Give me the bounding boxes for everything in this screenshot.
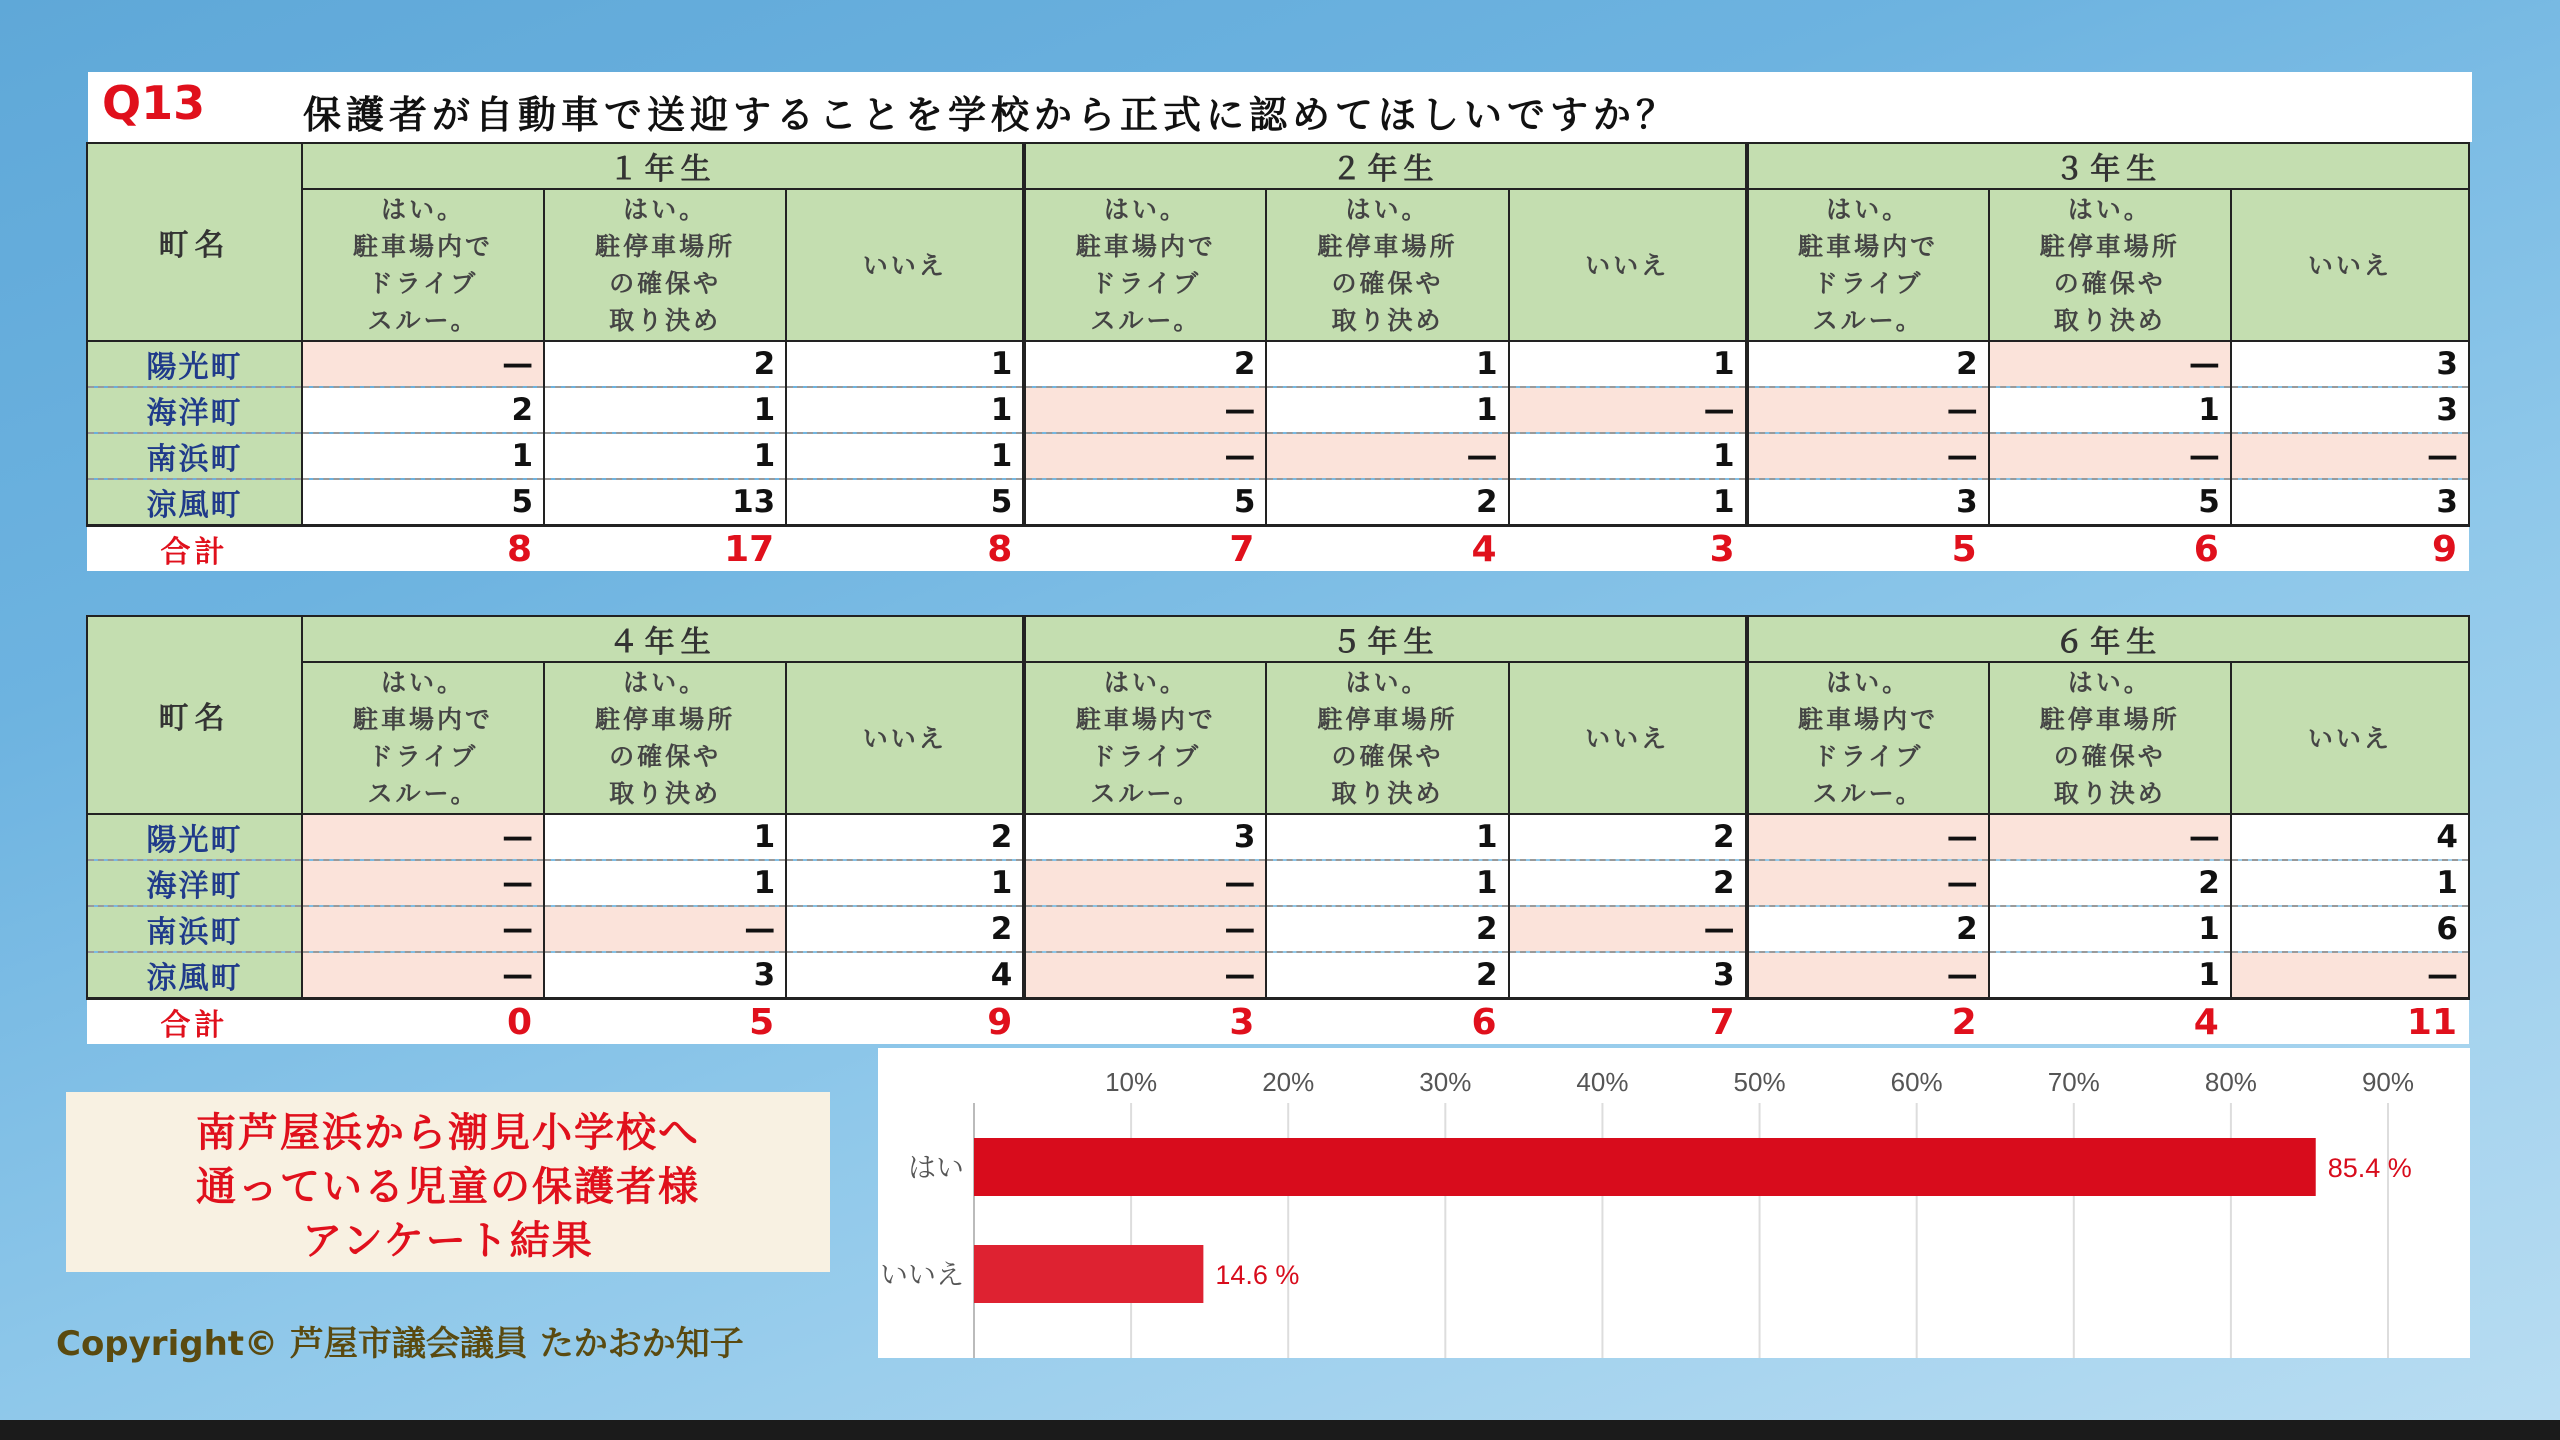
town-column-header: 町名: [87, 143, 302, 341]
answer-option-header: [1989, 662, 2231, 814]
answer-option-line: 取り決め: [2053, 779, 2166, 808]
survey-table: [86, 142, 2470, 571]
town-name: 南浜町: [87, 433, 302, 479]
totals-label: 合計: [87, 526, 302, 572]
count-cell: —: [1024, 387, 1266, 433]
count-cell: 2: [1266, 479, 1508, 526]
answer-option-line: 駐停車場所: [2039, 705, 2180, 734]
total-cell: 5: [544, 999, 786, 1045]
total-cell: 11: [2231, 999, 2469, 1045]
count-cell: 2: [786, 814, 1024, 860]
answer-option-line: ドライブ: [1812, 269, 1924, 298]
answer-option-line: ドライブ: [367, 269, 479, 298]
count-cell: 1: [1989, 387, 2231, 433]
count-cell: 1: [1989, 952, 2231, 999]
total-cell: 9: [786, 999, 1024, 1045]
total-cell: 6: [1266, 999, 1508, 1045]
count-cell: 2: [1747, 341, 1989, 387]
count-cell: 3: [2231, 387, 2469, 433]
answer-option-header: [786, 189, 1024, 341]
total-cell: 8: [302, 526, 544, 572]
table-row: [87, 387, 2469, 433]
answer-option-line: はい。: [623, 668, 708, 697]
answer-option-line: の確保や: [609, 269, 722, 298]
count-cell: 1: [786, 433, 1024, 479]
answer-option-line: 駐停車場所: [2039, 232, 2180, 261]
count-cell: 4: [786, 952, 1024, 999]
count-cell: —: [1747, 433, 1989, 479]
answer-option-line: いいえ: [1585, 250, 1670, 280]
count-cell: —: [302, 906, 544, 952]
survey-table: [86, 615, 2470, 1044]
table-row: [87, 906, 2469, 952]
answer-option-header: [786, 662, 1024, 814]
count-cell: —: [1266, 433, 1508, 479]
total-cell: 3: [1024, 999, 1266, 1045]
note-line: 南芦屋浜から潮見小学校へ: [196, 1110, 700, 1156]
total-cell: 6: [1989, 526, 2231, 572]
totals-row: [87, 526, 2469, 572]
question-text: 保護者が自動車で送迎することを学校から正式に認めてほしいですか？: [303, 93, 1680, 137]
total-cell: 9: [2231, 526, 2469, 572]
count-cell: 1: [1509, 433, 1747, 479]
grade-header: ２年生: [1024, 143, 1746, 189]
count-cell: —: [1509, 906, 1747, 952]
count-cell: —: [1989, 433, 2231, 479]
count-cell: 13: [544, 479, 786, 526]
answer-option-line: ドライブ: [367, 742, 479, 771]
x-tick-label: 90%: [2361, 1067, 2415, 1097]
x-tick-label: 70%: [2047, 1067, 2100, 1097]
count-cell: 3: [1509, 952, 1747, 999]
answer-option-line: の確保や: [2053, 742, 2166, 771]
town-name: 海洋町: [87, 387, 302, 433]
x-tick-label: 40%: [1576, 1067, 1629, 1097]
answer-option-line: 取り決め: [1331, 779, 1444, 808]
answer-option-header: [1989, 189, 2231, 341]
total-cell: 7: [1024, 526, 1266, 572]
answer-option-line: の確保や: [2053, 269, 2166, 298]
town-name: 南浜町: [87, 906, 302, 952]
answer-option-line: ドライブ: [1812, 742, 1924, 771]
count-cell: 1: [544, 814, 786, 860]
count-cell: 2: [302, 387, 544, 433]
answer-option-line: いいえ: [2307, 723, 2392, 753]
town-name: 海洋町: [87, 860, 302, 906]
x-tick-label: 50%: [1733, 1067, 1786, 1097]
x-tick-label: 80%: [2204, 1067, 2257, 1097]
town-name: 陽光町: [87, 341, 302, 387]
answer-option-header: [302, 662, 544, 814]
grade-header: ５年生: [1024, 616, 1746, 662]
count-cell: —: [544, 906, 786, 952]
answer-option-line: スルー。: [1090, 306, 1202, 335]
totals-row: [87, 999, 2469, 1045]
bottom-band: [0, 1420, 2560, 1440]
answer-option-line: 駐車場内で: [1798, 232, 1939, 261]
bar: [974, 1245, 1203, 1303]
count-cell: 1: [544, 433, 786, 479]
answer-option-line: 取り決め: [609, 306, 722, 335]
count-cell: 3: [2231, 479, 2469, 526]
answer-option-line: 取り決め: [2053, 306, 2166, 335]
count-cell: 2: [544, 341, 786, 387]
answer-option-line: 駐車場内で: [1075, 705, 1216, 734]
count-cell: —: [1509, 387, 1747, 433]
answer-option-line: いいえ: [862, 723, 947, 753]
results-table-grades-4-6: [86, 615, 2470, 1044]
total-cell: 7: [1509, 999, 1747, 1045]
count-cell: 1: [2231, 860, 2469, 906]
count-cell: 5: [786, 479, 1024, 526]
town-name: 陽光町: [87, 814, 302, 860]
count-cell: —: [1989, 341, 2231, 387]
data-label: 85.4 %: [2327, 1153, 2412, 1183]
count-cell: 1: [1266, 341, 1508, 387]
answer-option-line: 駐停車場所: [1317, 232, 1458, 261]
count-cell: 1: [302, 433, 544, 479]
answer-option-line: いいえ: [2307, 250, 2392, 280]
answer-option-line: ドライブ: [1090, 269, 1202, 298]
answer-option-header: [302, 189, 544, 341]
town-name: 涼風町: [87, 952, 302, 999]
note-line: 通っている児童の保護者様: [196, 1164, 700, 1210]
count-cell: —: [1024, 906, 1266, 952]
count-cell: 5: [1989, 479, 2231, 526]
result-bar-chart: [878, 1048, 2470, 1358]
answer-option-line: スルー。: [1090, 779, 1202, 808]
category-label: いいえ: [879, 1258, 964, 1291]
answer-option-line: はい。: [381, 195, 466, 224]
count-cell: —: [1989, 814, 2231, 860]
question-title-bar: [88, 72, 2472, 142]
survey-note-box: [66, 1092, 830, 1272]
answer-option-line: スルー。: [1812, 779, 1924, 808]
table-row: [87, 860, 2469, 906]
results-table-grades-1-3: [86, 142, 2470, 571]
count-cell: —: [1747, 814, 1989, 860]
total-cell: 3: [1509, 526, 1747, 572]
answer-option-header: [1266, 189, 1508, 341]
count-cell: 1: [1509, 341, 1747, 387]
copyright-text: Copyright© 芦屋市議会議員 たかおか知子: [56, 1324, 744, 1364]
total-cell: 8: [786, 526, 1024, 572]
count-cell: 1: [1266, 814, 1508, 860]
count-cell: 1: [1266, 860, 1508, 906]
count-cell: 2: [1266, 906, 1508, 952]
answer-option-line: はい。: [1826, 668, 1911, 697]
count-cell: —: [1024, 952, 1266, 999]
count-cell: 2: [1747, 906, 1989, 952]
total-cell: 4: [1989, 999, 2231, 1045]
answer-option-line: スルー。: [367, 306, 479, 335]
answer-option-header: [2231, 189, 2469, 341]
total-cell: 2: [1747, 999, 1989, 1045]
count-cell: —: [1747, 387, 1989, 433]
answer-option-header: [1509, 189, 1747, 341]
answer-option-line: はい。: [1103, 195, 1188, 224]
grade-header: ６年生: [1747, 616, 2469, 662]
count-cell: 2: [1509, 814, 1747, 860]
answer-option-header: [2231, 662, 2469, 814]
count-cell: —: [302, 860, 544, 906]
count-cell: 1: [544, 387, 786, 433]
count-cell: —: [2231, 952, 2469, 999]
answer-option-line: はい。: [1103, 668, 1188, 697]
table-row: [87, 341, 2469, 387]
answer-option-header: [1024, 662, 1266, 814]
count-cell: —: [1024, 860, 1266, 906]
total-cell: 4: [1266, 526, 1508, 572]
answer-option-line: はい。: [2067, 668, 2152, 697]
answer-option-line: いいえ: [1585, 723, 1670, 753]
count-cell: 1: [1509, 479, 1747, 526]
x-tick-label: 20%: [1262, 1067, 1315, 1097]
count-cell: 1: [544, 860, 786, 906]
answer-option-line: はい。: [381, 668, 466, 697]
count-cell: 1: [786, 860, 1024, 906]
total-cell: 5: [1747, 526, 1989, 572]
totals-label: 合計: [87, 999, 302, 1045]
data-label: 14.6 %: [1215, 1260, 1300, 1290]
answer-option-line: 駐停車場所: [1317, 705, 1458, 734]
answer-option-line: はい。: [623, 195, 708, 224]
count-cell: 4: [2231, 814, 2469, 860]
table-row: [87, 952, 2469, 999]
count-cell: —: [1747, 952, 1989, 999]
count-cell: 2: [1989, 860, 2231, 906]
total-cell: 17: [544, 526, 786, 572]
answer-option-line: スルー。: [1812, 306, 1924, 335]
answer-option-line: はい。: [2067, 195, 2152, 224]
table-row: [87, 433, 2469, 479]
count-cell: —: [1024, 433, 1266, 479]
x-tick-label: 60%: [1890, 1067, 1943, 1097]
bar: [974, 1138, 2316, 1196]
table-row: [87, 814, 2469, 860]
grade-header: １年生: [302, 143, 1024, 189]
answer-option-line: 駐車場内で: [353, 232, 494, 261]
grade-header: ３年生: [1747, 143, 2469, 189]
answer-option-header: [544, 662, 786, 814]
answer-option-line: 駐停車場所: [595, 705, 736, 734]
count-cell: 1: [786, 341, 1024, 387]
town-column-header: 町名: [87, 616, 302, 814]
answer-option-header: [1024, 189, 1266, 341]
table-row: [87, 479, 2469, 526]
answer-option-line: 取り決め: [1331, 306, 1444, 335]
count-cell: 3: [1024, 814, 1266, 860]
answer-option-line: の確保や: [1331, 742, 1444, 771]
count-cell: 2: [1024, 341, 1266, 387]
answer-option-line: 駐車場内で: [1075, 232, 1216, 261]
count-cell: 6: [2231, 906, 2469, 952]
answer-option-line: 駐車場内で: [353, 705, 494, 734]
x-tick-label: 10%: [1105, 1067, 1158, 1097]
grade-header: ４年生: [302, 616, 1024, 662]
answer-option-header: [1509, 662, 1747, 814]
answer-option-line: 駐停車場所: [595, 232, 736, 261]
answer-option-line: いいえ: [862, 250, 947, 280]
answer-option-line: ドライブ: [1090, 742, 1202, 771]
count-cell: 5: [1024, 479, 1266, 526]
answer-option-line: はい。: [1826, 195, 1911, 224]
answer-option-line: はい。: [1345, 195, 1430, 224]
count-cell: 1: [786, 387, 1024, 433]
count-cell: 1: [1989, 906, 2231, 952]
count-cell: —: [1747, 860, 1989, 906]
note-line: アンケート結果: [302, 1218, 594, 1264]
count-cell: 3: [2231, 341, 2469, 387]
count-cell: 3: [1747, 479, 1989, 526]
answer-option-line: の確保や: [609, 742, 722, 771]
count-cell: —: [302, 341, 544, 387]
category-label: はい: [907, 1151, 964, 1184]
x-tick-label: 30%: [1419, 1067, 1472, 1097]
answer-option-header: [1747, 189, 1989, 341]
bar-chart-svg: [878, 1048, 2470, 1358]
count-cell: —: [2231, 433, 2469, 479]
answer-option-line: はい。: [1345, 668, 1430, 697]
count-cell: 2: [786, 906, 1024, 952]
answer-option-line: の確保や: [1331, 269, 1444, 298]
count-cell: —: [302, 952, 544, 999]
count-cell: 2: [1266, 952, 1508, 999]
answer-option-header: [1266, 662, 1508, 814]
count-cell: 2: [1509, 860, 1747, 906]
count-cell: 1: [1266, 387, 1508, 433]
answer-option-line: スルー。: [367, 779, 479, 808]
count-cell: 3: [544, 952, 786, 999]
count-cell: 5: [302, 479, 544, 526]
count-cell: —: [302, 814, 544, 860]
town-name: 涼風町: [87, 479, 302, 526]
answer-option-header: [544, 189, 786, 341]
question-number: Q13: [102, 76, 206, 130]
total-cell: 0: [302, 999, 544, 1045]
answer-option-line: 駐車場内で: [1798, 705, 1939, 734]
answer-option-header: [1747, 662, 1989, 814]
answer-option-line: 取り決め: [609, 779, 722, 808]
